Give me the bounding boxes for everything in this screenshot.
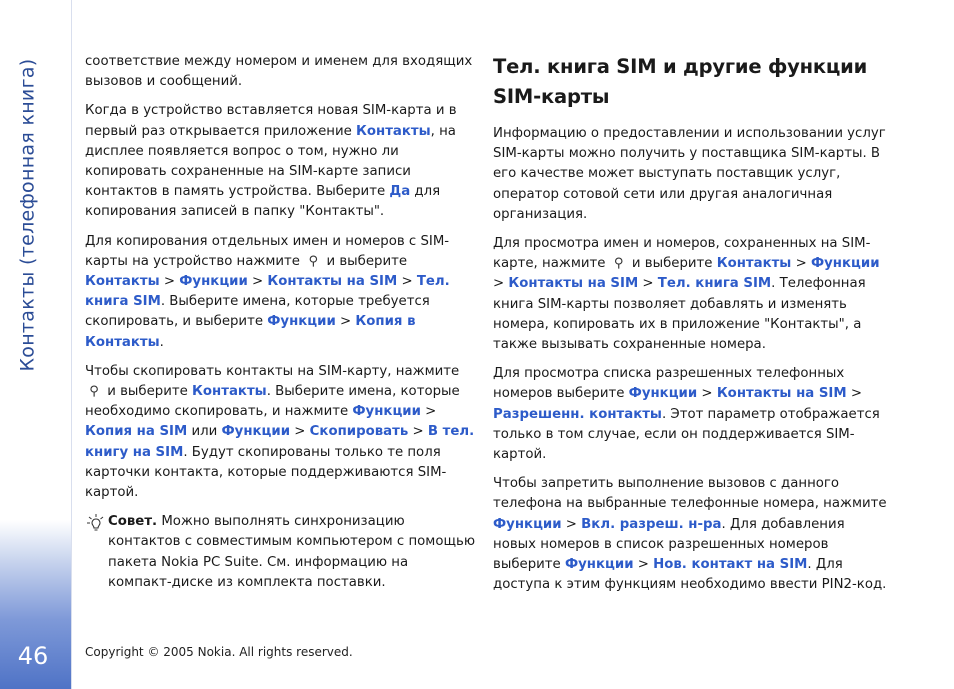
menu-key-icon: ⚲ [308, 253, 318, 269]
sidebar-divider [71, 0, 72, 689]
tip-text: Можно выполнять синхронизацию контактов с совместимым компьютером с помощью пакета Nokia PC Suite. См. информацию на компакт-диске из комплекта поставки. [108, 514, 476, 590]
menu-link-sim-phonebook: Тел. книга SIM [657, 276, 772, 292]
paragraph-4: Чтобы скопировать контакты на SIM-карту, нажмите ⚲ и выберите Контакты. Выберите имена, которые необходимо скопировать, и нажмите Функции > Копия на SIM или Функции > Скопировать > В тел. книгу на SIM. Будут скопированы только те поля карточки контакта, которые поддерживаются SIM-картой. [85, 363, 475, 501]
paragraph-2: Когда в устройство вставляется новая SIM-карта и в первый раз открывается приложение Контакты, на дисплее появляется вопрос о том, нужно ли копировать сохраненные на SIM-карте записи контактов в память устройства. Выберите Да для копирования записей в папку "Контакты". [85, 103, 457, 220]
paragraph-1: соответствие между номером и именем для входящих вызовов и сообщений. [85, 54, 473, 90]
right-column [493, 52, 888, 604]
menu-link-functions: Функции [267, 314, 336, 330]
menu-link-functions: Функции [221, 424, 291, 440]
tip-label: Совет. [108, 514, 158, 530]
menu-link-copy: Скопировать [309, 424, 409, 440]
menu-link-sim-contacts: Контакты на SIM [267, 274, 398, 290]
paragraph-2: Для просмотра имен и номеров, сохраненных на SIM-карте, нажмите ⚲ и выберите Контакты > Функции > Контакты на SIM > Тел. книга SIM. Телефонная книга SIM-карты позволяет добавлять и изменять номера, копировать их в приложение "Контакты", а также вызывать сохраненные номера. [493, 236, 880, 353]
menu-key-icon: ⚲ [613, 256, 624, 272]
menu-link-functions: Функции [564, 557, 634, 573]
menu-key-icon: ⚲ [89, 384, 99, 400]
paragraph-4: Чтобы запретить выполнение вызовов с данного телефона на выбранные телефонные номера, нажмите Функции > Вкл. разреш. н-ра. Для добавления новых номеров в список разрешенных номеров выберите Функции > Нов. контакт на SIM. Для доступа к этим функциям необходимо ввести PIN2-код. [493, 476, 887, 593]
sidebar [0, 0, 72, 689]
menu-link-functions: Функции [352, 404, 421, 420]
menu-link-contacts: Контакты [716, 256, 792, 272]
menu-link-new-sim-contact: Нов. контакт на SIM [653, 557, 808, 573]
menu-link-sim-contacts: Контакты на SIM [716, 386, 847, 402]
menu-link-sim-phonebook: Тел. книга SIM [85, 274, 450, 310]
section-heading: Тел. книга SIM и другие функции SIM-карты [493, 55, 868, 108]
menu-link-functions: Функции [179, 274, 248, 290]
page-number: 46 [17, 642, 49, 670]
left-column [85, 52, 475, 602]
menu-link-functions: Функции [810, 256, 880, 272]
paragraph-3: Для копирования отдельных имен и номеров с SIM-карты на устройство нажмите ⚲ и выберите Контакты > Функции > Контакты на SIM > Тел. книга SIM. Выберите имена, которые требуется скопировать, и выберите Функции > Копия в Контакты. [85, 233, 450, 350]
menu-link-yes: Да [389, 184, 411, 200]
menu-link-allowed-contacts: Разрешенн. контакты [493, 406, 662, 422]
menu-link-functions: Функции [628, 386, 698, 402]
paragraph-3: Для просмотра списка разрешенных телефонных номеров выберите Функции > Контакты на SIM > Разрешенн. контакты. Этот параметр отображается только в том случае, если он поддерживается SIM-картой. [493, 366, 880, 463]
tip-lightbulb-icon [87, 513, 109, 533]
menu-link-functions: Функции [493, 516, 562, 532]
menu-link-to-sim-phonebook: В тел. книгу на SIM [85, 424, 475, 460]
menu-link-sim-contacts: Контакты на SIM [508, 276, 639, 292]
menu-link-copy-to-sim: Копия на SIM [85, 424, 188, 440]
chapter-title-text: Контакты (телефонная книга) [17, 58, 40, 372]
menu-link-contacts: Контакты [356, 123, 431, 139]
menu-link-contacts: Контакты [192, 384, 267, 400]
tip-note [85, 512, 475, 593]
paragraph-1: Информацию о предоставлении и использовании услуг SIM-карты можно получить у поставщика SIM-карты. В его качестве может выступать поставщик услуг, оператор сотовой сети или другая аналогичная организация. [493, 126, 886, 222]
menu-link-copy-to-contacts: Копия в Контакты [85, 314, 416, 350]
menu-link-contacts: Контакты [85, 274, 160, 290]
chapter-title [8, 55, 48, 375]
menu-link-enable-fixed-dialing: Вкл. разреш. н-ра [581, 516, 722, 532]
copyright-footer: Copyright © 2005 Nokia. All rights reserved. [85, 645, 353, 659]
